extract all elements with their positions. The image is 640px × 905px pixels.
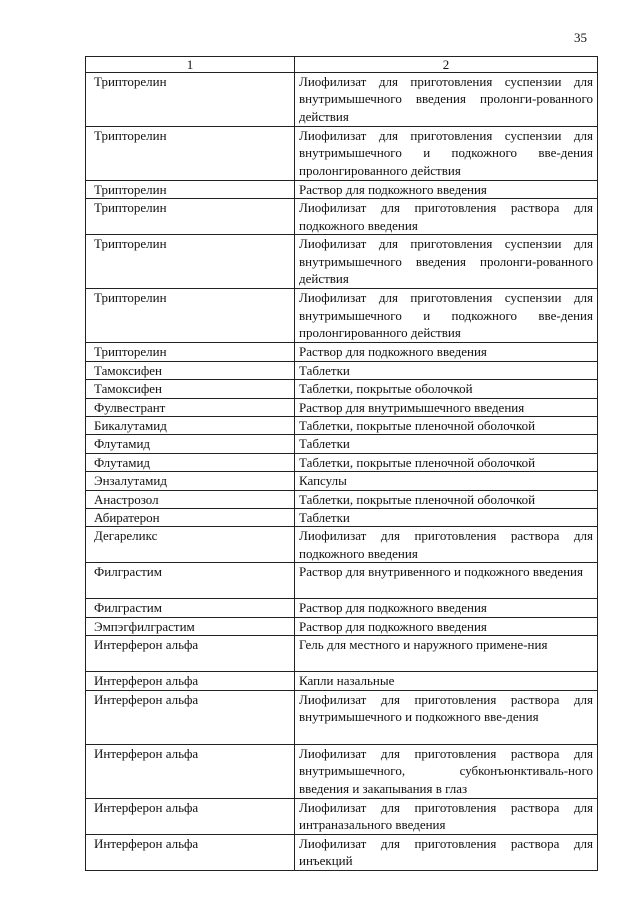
table-row xyxy=(86,744,598,798)
drug-name-cell: Абиратерон xyxy=(86,509,295,527)
column-header-2: 2 xyxy=(295,57,598,73)
table-row xyxy=(86,361,598,379)
dosage-form-cell: Лиофилизат для приготовления раствора для подкожного введения xyxy=(295,199,598,235)
page-number: 35 xyxy=(574,30,587,45)
table-row xyxy=(86,636,598,672)
drug-name-cell: Анастрозол xyxy=(86,490,295,508)
drug-name-cell: Энзалутамид xyxy=(86,472,295,490)
table-row xyxy=(86,690,598,744)
dosage-form-cell: Капли назальные xyxy=(295,672,598,690)
drug-name-cell: Трипторелин xyxy=(86,235,295,289)
table-row xyxy=(86,490,598,508)
drug-name-cell: Флутамид xyxy=(86,453,295,471)
dosage-form-cell: Раствор для подкожного введения xyxy=(295,599,598,617)
table-row xyxy=(86,73,598,127)
drug-name-cell: Интерферон альфа xyxy=(86,636,295,672)
table-body xyxy=(86,73,598,871)
dosage-form-cell: Лиофилизат для приготовления раствора для подкожного введения xyxy=(295,527,598,563)
drug-name-cell: Интерферон альфа xyxy=(86,798,295,834)
drug-name-cell: Фулвестрант xyxy=(86,398,295,416)
drug-name-cell: Трипторелин xyxy=(86,181,295,199)
table-row xyxy=(86,599,598,617)
dosage-form-cell: Раствор для внутривенного и подкожного введения xyxy=(295,563,598,599)
table-row xyxy=(86,509,598,527)
table-row xyxy=(86,453,598,471)
drug-name-cell: Интерферон альфа xyxy=(86,744,295,798)
dosage-form-cell: Таблетки xyxy=(295,435,598,453)
drug-name-cell: Дегареликс xyxy=(86,527,295,563)
table-row xyxy=(86,380,598,398)
dosage-form-cell: Капсулы xyxy=(295,472,598,490)
drug-name-cell: Интерферон альфа xyxy=(86,672,295,690)
drug-name-cell: Интерферон альфа xyxy=(86,834,295,870)
column-header-1: 1 xyxy=(86,57,295,73)
dosage-form-cell: Гель для местного и наружного примене-ния xyxy=(295,636,598,672)
dosage-form-cell: Лиофилизат для приготовления суспензии для внутримышечного введения пролонги-рованного действия xyxy=(295,73,598,127)
dosage-form-cell: Раствор для подкожного введения xyxy=(295,617,598,635)
dosage-form-cell: Лиофилизат для приготовления раствора для инъекций xyxy=(295,834,598,870)
dosage-form-cell: Лиофилизат для приготовления суспензии для внутримышечного и подкожного вве-дения пролонгированного действия xyxy=(295,127,598,181)
dosage-form-cell: Раствор для подкожного введения xyxy=(295,343,598,361)
drug-name-cell: Эмпэгфилграстим xyxy=(86,617,295,635)
drug-name-cell: Тамоксифен xyxy=(86,361,295,379)
table-row xyxy=(86,563,598,599)
table-row xyxy=(86,527,598,563)
header-row xyxy=(86,57,598,73)
drug-name-cell: Интерферон альфа xyxy=(86,690,295,744)
table-row xyxy=(86,834,598,870)
dosage-form-cell: Таблетки, покрытые оболочкой xyxy=(295,380,598,398)
dosage-form-cell: Таблетки, покрытые пленочной оболочкой xyxy=(295,490,598,508)
dosage-form-cell: Таблетки xyxy=(295,361,598,379)
table-row xyxy=(86,398,598,416)
table-row xyxy=(86,343,598,361)
drug-name-cell: Трипторелин xyxy=(86,127,295,181)
table-row xyxy=(86,617,598,635)
dosage-form-cell: Таблетки, покрытые пленочной оболочкой xyxy=(295,453,598,471)
table-row xyxy=(86,127,598,181)
dosage-form-cell: Таблетки, покрытые пленочной оболочкой xyxy=(295,417,598,435)
table-row xyxy=(86,672,598,690)
dosage-form-cell: Таблетки xyxy=(295,509,598,527)
drug-name-cell: Трипторелин xyxy=(86,289,295,343)
drug-name-cell: Филграстим xyxy=(86,563,295,599)
dosage-form-cell: Раствор для внутримышечного введения xyxy=(295,398,598,416)
table-row xyxy=(86,472,598,490)
table-row xyxy=(86,199,598,235)
table-row xyxy=(86,181,598,199)
table-row xyxy=(86,435,598,453)
dosage-form-cell: Раствор для подкожного введения xyxy=(295,181,598,199)
table-row xyxy=(86,235,598,289)
table-row xyxy=(86,798,598,834)
drug-name-cell: Трипторелин xyxy=(86,343,295,361)
drug-name-cell: Тамоксифен xyxy=(86,380,295,398)
dosage-form-cell: Лиофилизат для приготовления раствора для внутримышечного, субконъюнктиваль-ного введения и закапывания в глаз xyxy=(295,744,598,798)
table-row xyxy=(86,417,598,435)
drug-name-cell: Флутамид xyxy=(86,435,295,453)
dosage-form-cell: Лиофилизат для приготовления раствора для интраназального введения xyxy=(295,798,598,834)
table-row xyxy=(86,289,598,343)
dosage-form-cell: Лиофилизат для приготовления суспензии для внутримышечного введения пролонги-рованного действия xyxy=(295,235,598,289)
drug-name-cell: Трипторелин xyxy=(86,199,295,235)
dosage-form-cell: Лиофилизат для приготовления раствора для внутримышечного и подкожного вве-дения xyxy=(295,690,598,744)
drug-table xyxy=(85,56,598,871)
drug-name-cell: Филграстим xyxy=(86,599,295,617)
drug-name-cell: Трипторелин xyxy=(86,73,295,127)
dosage-form-cell: Лиофилизат для приготовления суспензии для внутримышечного и подкожного вве-дения пролонгированного действия xyxy=(295,289,598,343)
drug-name-cell: Бикалутамид xyxy=(86,417,295,435)
